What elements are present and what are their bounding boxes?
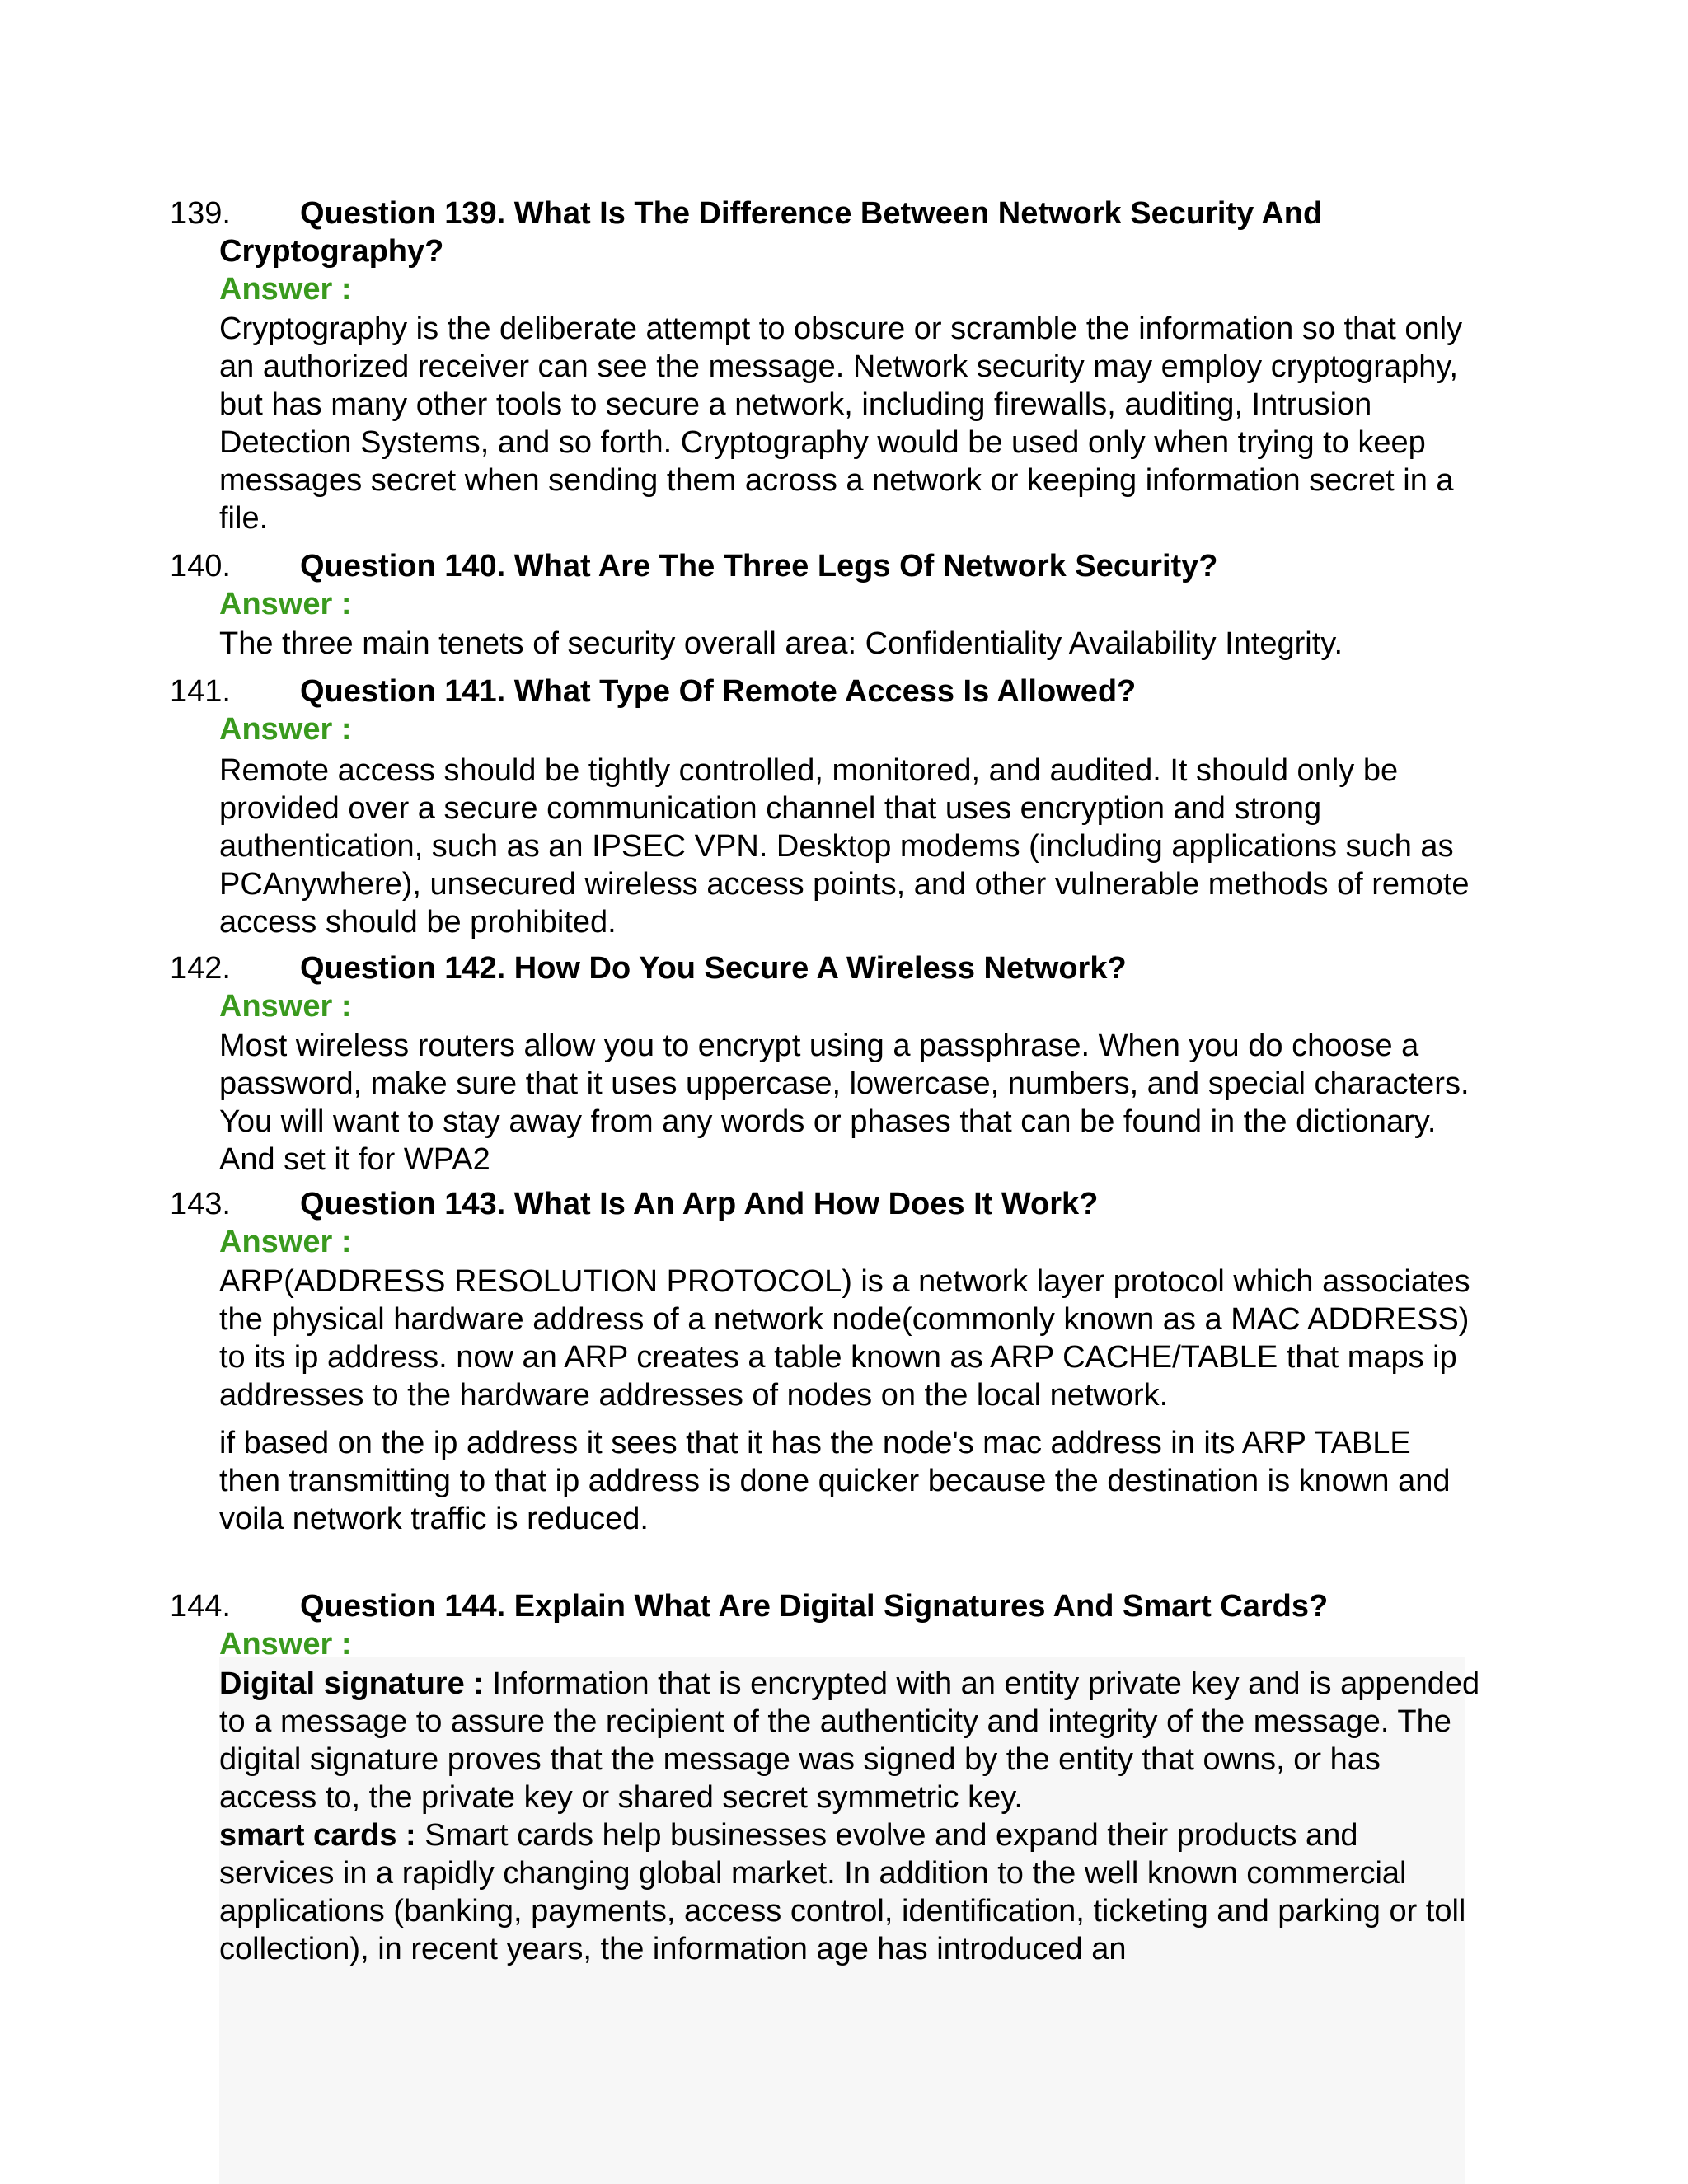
answer-label: Answer : [219, 712, 352, 747]
question-title: Question 142. How Do You Secure A Wireless Network? [300, 951, 1127, 986]
question-number: 139. [170, 196, 231, 231]
definition-term: smart cards : [219, 1818, 416, 1853]
answer-text [219, 1665, 1480, 1968]
answer-text [219, 1263, 1480, 1538]
question-title: Question 139. What Is The Difference Between Network Security And Cryptography? [219, 196, 1323, 269]
definition-term: Digital signature : [219, 1666, 484, 1701]
question-title: Question 141. What Type Of Remote Access Is Allowed? [300, 674, 1137, 709]
answer-label: Answer : [219, 989, 352, 1024]
answer-paragraph: ARP(ADDRESS RESOLUTION PROTOCOL) is a network layer protocol which associates the physical hardware address of a network node(commonly known as a MAC ADDRESS) to its ip address. now an ARP creates a table known as ARP CACHE/TABLE that maps ip addresses to the hardware addresses of nodes on the local network. [219, 1264, 1470, 1413]
question-number: 141. [170, 674, 231, 709]
definition-text: Information that is encrypted with an entity private key and is appended to a message to assure the recipient of the authenticity and integrity of the message. The digital signature proves that the message was signed by the entity that owns, or has access to, the private key or shared secret symmetric key. [219, 1666, 1480, 1815]
answer-label: Answer : [219, 272, 352, 307]
answer-paragraph: The three main tenets of security overall area: Confidentiality Availability Integrity. [219, 626, 1343, 661]
answer-text [219, 1027, 1480, 1179]
answer-text [219, 310, 1480, 537]
definition-text: Smart cards help businesses evolve and expand their products and services in a rapidly changing global market. In addition to the well known commercial applications (banking, payments, access control, identification, ticketing and parking or toll collection), in recent years, the information age has introduced an [219, 1818, 1466, 1966]
question-number: 144. [170, 1589, 231, 1624]
answer-text [219, 752, 1480, 941]
definition-paragraph [219, 1665, 1480, 1816]
question-number: 140. [170, 549, 231, 583]
answer-paragraph: Cryptography is the deliberate attempt to obscure or scramble the information so that only an authorized receiver can see the message. Network security may employ cryptography, but has many other tools to secure a network, including firewalls, auditing, Intrusion Detection Systems, and so forth. Cryptography would be used only when trying to keep messages secret when sending them across a network or keeping information secret in a file. [219, 312, 1463, 536]
question-title: Question 143. What Is An Arp And How Does It Work? [300, 1187, 1099, 1221]
question-number: 142. [170, 951, 231, 986]
question-title: Question 140. What Are The Three Legs Of Network Security? [300, 549, 1218, 583]
answer-label: Answer : [219, 1627, 352, 1661]
question-number: 143. [170, 1187, 231, 1221]
answer-text [219, 625, 1480, 663]
answer-label: Answer : [219, 1225, 352, 1259]
answer-paragraph: if based on the ip address it sees that it has the node's mac address in its ARP TABLE then transmitting to that ip address is done quicker because the destination is known and voila network traffic is reduced. [219, 1426, 1451, 1536]
answer-paragraph: Remote access should be tightly controlled, monitored, and audited. It should only be provided over a secure communication channel that uses encryption and strong authentication, such as an IPSEC VPN. Desktop modems (including applications such as PCAnywhere), unsecured wireless access points, and other vulnerable methods of remote access should be prohibited. [219, 753, 1470, 940]
answer-paragraph: Most wireless routers allow you to encrypt using a passphrase. When you do choose a password, make sure that it uses uppercase, lowercase, numbers, and special characters. You will want to stay away from any words or phases that can be found in the dictionary. And set it for WPA2 [219, 1029, 1470, 1177]
answer-label: Answer : [219, 587, 352, 621]
definition-paragraph [219, 1816, 1480, 1968]
question-title: Question 144. Explain What Are Digital Signatures And Smart Cards? [300, 1589, 1329, 1624]
